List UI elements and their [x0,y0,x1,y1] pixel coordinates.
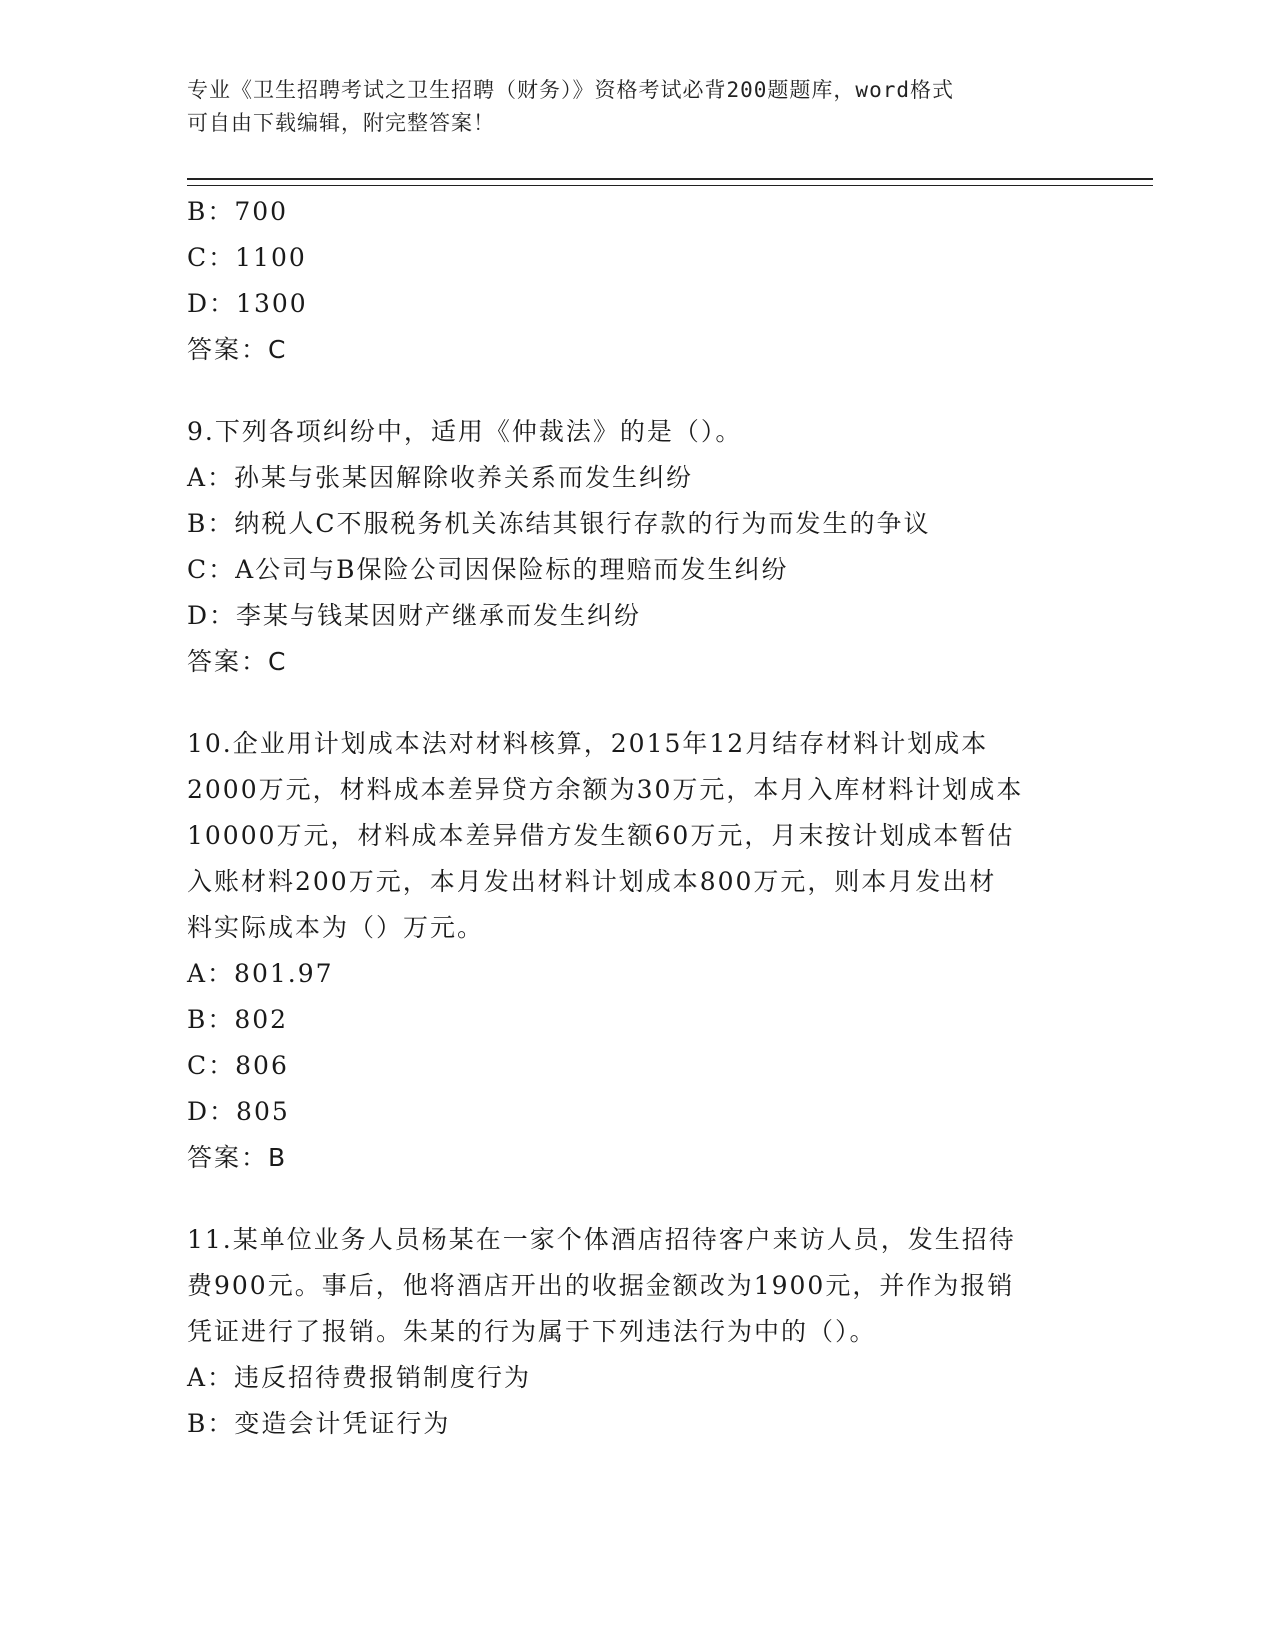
page-header [187,74,1067,140]
question-9 [187,409,1087,685]
spacer [187,373,1087,409]
question-stem-line: 11.某单位业务人员杨某在一家个体酒店招待客户来访人员，发生招待 [187,1225,1016,1254]
option-c: C：806 [187,1051,289,1080]
question-stem-line: 2000万元，材料成本差异贷方余额为30万元，本月入库材料计划成本 [187,775,1024,804]
option-b: B：700 [187,197,289,226]
option-b: B：802 [187,1005,289,1034]
option-a: A：违反招待费报销制度行为 [187,1363,532,1392]
option-a: A：801.97 [187,959,334,988]
option-c: C：1100 [187,243,307,272]
question-11 [187,1217,1087,1447]
question-stem-line: 料实际成本为（）万元。 [187,913,485,942]
option-b: B：变造会计凭证行为 [187,1409,451,1438]
option-a: A：孙某与张某因解除收养关系而发生纠纷 [187,463,694,492]
header-title-line-1: 专业《卫生招聘考试之卫生招聘（财务）》资格考试必背200题题库，word格式 [187,78,954,102]
answer-line: 答案：C [187,647,288,676]
spacer [187,1181,1087,1217]
option-d: D：李某与钱某因财产继承而发生纠纷 [187,601,642,630]
header-divider [187,178,1153,186]
option-c: C：A公司与B保险公司因保险标的理赔而发生纠纷 [187,555,789,584]
question-stem-line: 10.企业用计划成本法对材料核算，2015年12月结存材料计划成本 [187,729,989,758]
question-stem-line: 入账材料200万元，本月发出材料计划成本800万元，则本月发出材 [187,867,997,896]
question-10 [187,721,1087,1181]
header-title-line-2: 可自由下载编辑，附完整答案！ [187,111,495,135]
question-stem-line: 凭证进行了报销。朱某的行为属于下列违法行为中的（）。 [187,1317,877,1346]
question-stem-line: 10000万元，材料成本差异借方发生额60万元，月末按计划成本暂估 [187,821,1015,850]
option-d: D：805 [187,1097,290,1126]
option-b: B：纳税人C不服税务机关冻结其银行存款的行为而发生的争议 [187,509,931,538]
question-stem-line: 费900元。事后，他将酒店开出的收据金额改为1900元，并作为报销 [187,1271,1015,1300]
answer-line: 答案：C [187,335,288,364]
question-8 [187,189,1087,373]
question-stem: 9.下列各项纠纷中，适用《仲裁法》的是（）。 [187,417,743,446]
option-d: D：1300 [187,289,308,318]
question-list [187,189,1087,1447]
spacer [187,685,1087,721]
answer-line: 答案：B [187,1143,288,1172]
